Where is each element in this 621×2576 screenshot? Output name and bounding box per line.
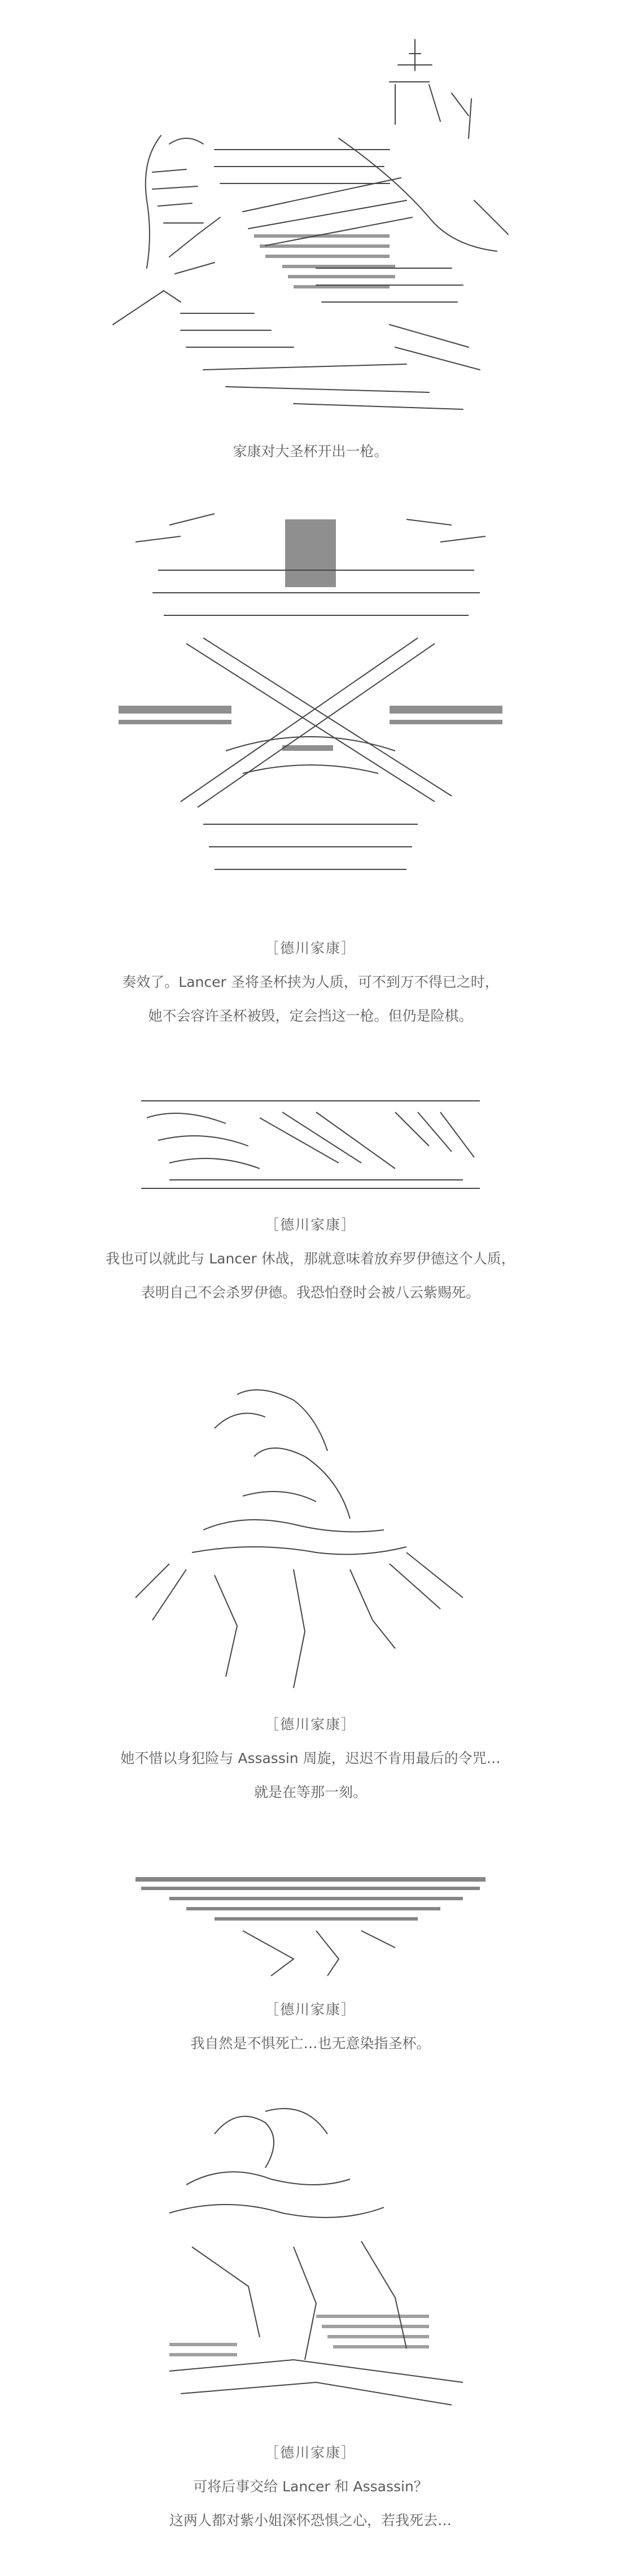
ascii-art-5-figure — [0, 1874, 621, 1982]
ascii-art-6 — [0, 2100, 621, 2428]
ascii-art-1-figure — [0, 31, 621, 426]
caption-6 — [0, 2436, 621, 2538]
ascii-art-6-figure — [0, 2100, 621, 2428]
dialogue-line: 我也可以就此与 Lancer 休战，那就意味着放弃罗伊德这个人质， — [106, 1250, 515, 1267]
caption-1 — [0, 435, 621, 469]
dialogue-line: 我自然是不惧死亡…也无意染指圣杯。 — [190, 2035, 431, 2052]
ascii-art-1 — [0, 31, 621, 426]
dialogue-line: 就是在等那一刻。 — [253, 1784, 367, 1800]
ascii-art-4-figure — [0, 1383, 621, 1699]
ascii-art-2-figure — [0, 508, 621, 915]
dialogue-line: 可将后事交给 Lancer 和 Assassin？ — [193, 2478, 428, 2495]
ascii-art-3 — [0, 1095, 621, 1191]
dialogue-line: 这两人都对紫小姐深怀恐惧之心，若我死去… — [169, 2512, 452, 2529]
caption-3 — [0, 1208, 621, 1310]
caption-4 — [0, 1708, 621, 1809]
ascii-art-2 — [0, 508, 621, 915]
caption-2 — [0, 931, 621, 1033]
dialogue-line: 家康对大圣杯开出一枪。 — [233, 443, 388, 460]
speaker-label: ［德川家康］ — [264, 940, 356, 956]
ascii-art-3-figure — [0, 1095, 621, 1191]
caption-5 — [0, 1993, 621, 2061]
dialogue-line: 奏效了。Lancer 圣将圣杯挟为人质，可不到万不得已之时， — [122, 974, 499, 990]
dialogue-line: 表明自己不会杀罗伊德。我恐怕登时会被八云紫赐死。 — [141, 1284, 480, 1301]
speaker-label: ［德川家康］ — [264, 1217, 356, 1233]
speaker-label: ［德川家康］ — [264, 1716, 356, 1733]
dialogue-line: 她不会容许圣杯被毁，定会挡这一枪。但仍是险棋。 — [148, 1008, 473, 1024]
ascii-art-4 — [0, 1383, 621, 1699]
speaker-label: ［德川家康］ — [264, 2444, 356, 2461]
ascii-art-5 — [0, 1874, 621, 1982]
speaker-label: ［德川家康］ — [264, 2001, 356, 2018]
dialogue-line: 她不惜以身犯险与 Assassin 周旋，迟迟不肯用最后的令咒… — [120, 1750, 501, 1766]
